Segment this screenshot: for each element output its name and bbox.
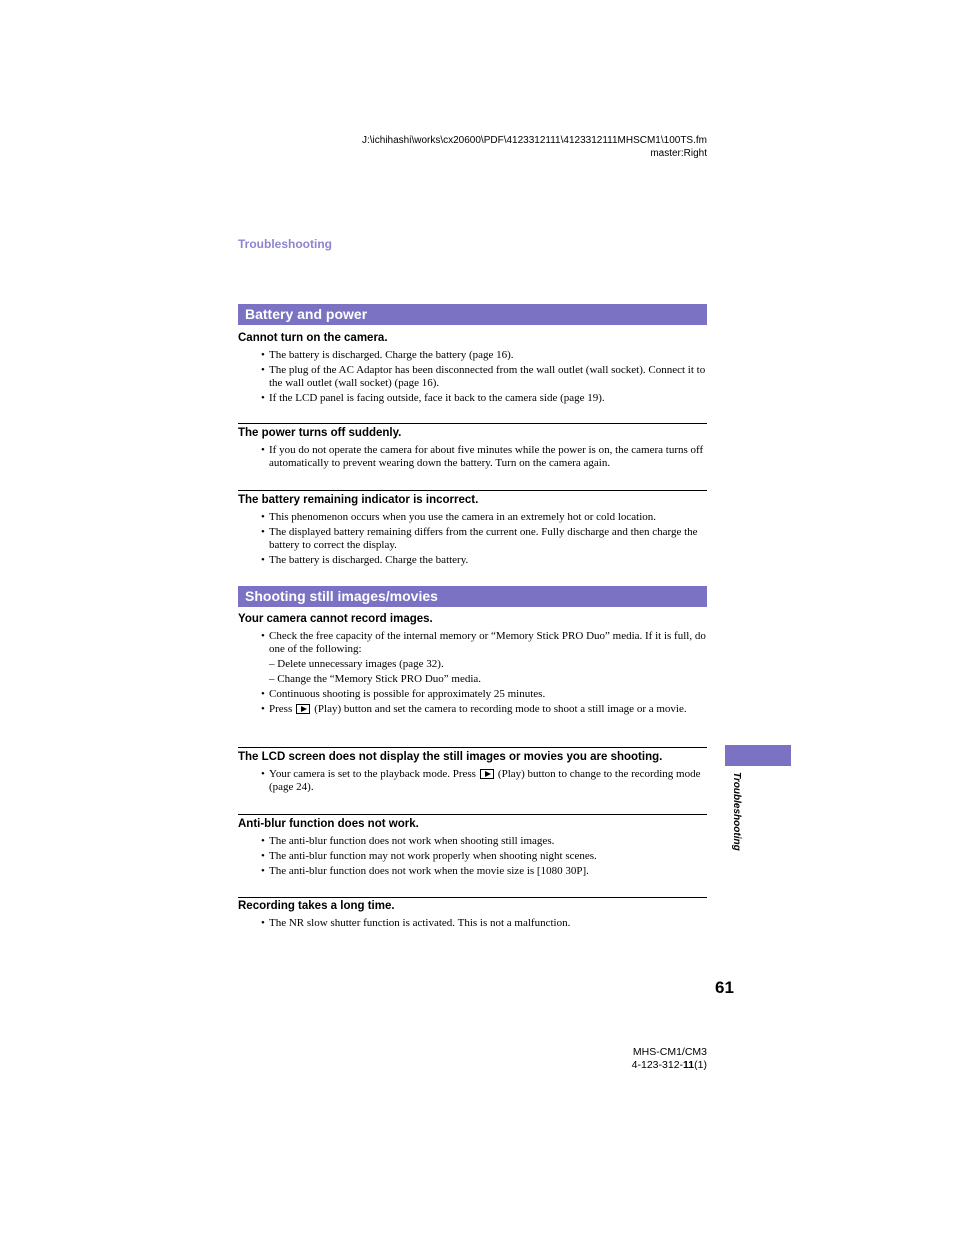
section-band: Battery and power — [238, 304, 707, 325]
page-number: 61 — [715, 978, 734, 997]
list-text: Press — [269, 703, 293, 715]
list-text: (Play) button and set the camera to recording mode to shoot a still image or a movie. — [314, 703, 687, 715]
master-label: master:Right — [650, 148, 707, 159]
list-item: • The NR slow shutter function is activated. This is not a malfunction. — [269, 917, 707, 930]
qa-block — [238, 899, 707, 932]
answer-list — [238, 349, 707, 405]
list-text: Your camera is set to the playback mode. Press — [269, 768, 476, 780]
list-item: • The displayed battery remaining differs from the current one. Fully discharge and then charge the battery to correct the display. — [269, 526, 707, 552]
play-icon — [480, 769, 494, 779]
question-heading: The power turns off suddenly. — [238, 427, 402, 439]
qa-block — [238, 750, 707, 796]
list-item: – Delete unnecessary images (page 32). — [269, 658, 444, 670]
divider — [238, 897, 707, 898]
answer-list — [238, 835, 707, 878]
section-shooting — [238, 586, 707, 718]
question-heading: Recording takes a long time. — [238, 900, 395, 912]
side-tab — [725, 745, 791, 766]
answer-list — [238, 917, 707, 930]
answer-list — [238, 630, 707, 716]
list-item — [269, 703, 707, 716]
qa-block — [238, 426, 707, 472]
question-heading: Your camera cannot record images. — [238, 613, 433, 625]
question-heading: The LCD screen does not display the still images or movies you are shooting. — [238, 751, 663, 763]
model-code-suffix: (1) — [694, 1059, 707, 1071]
divider — [238, 490, 707, 491]
divider — [238, 423, 707, 424]
list-item: • If you do not operate the camera for about five minutes while the power is on, the camera turns off automatically to prevent wearing down the battery. Turn on the camera again. — [269, 444, 707, 470]
list-item — [269, 768, 707, 794]
answer-list — [238, 511, 707, 567]
model-code — [632, 1059, 707, 1072]
list-item: • Check the free capacity of the internal memory or “Memory Stick PRO Duo” media. If it is full, do one of the following: — [269, 630, 707, 656]
question-heading: Cannot turn on the camera. — [238, 332, 388, 344]
list-item: • The plug of the AC Adaptor has been disconnected from the wall outlet (wall socket). Connect it to the wall outlet (wall socket) (page 16). — [269, 364, 707, 390]
list-item: • The battery is discharged. Charge the battery. — [269, 554, 707, 567]
divider — [238, 747, 707, 748]
model-name: MHS-CM1/CM3 — [632, 1046, 707, 1058]
answer-list — [238, 444, 707, 470]
file-path: J:\ichihashi\works\cx20600\PDF\4123312111\4123312111MHSCM1\100TS.fm — [361, 135, 707, 146]
section-band: Shooting still images/movies — [238, 586, 707, 607]
list-item: • This phenomenon occurs when you use the camera in an extremely hot or cold location. — [269, 511, 707, 524]
list-item: • The anti-blur function does not work when shooting still images. — [269, 835, 707, 848]
list-item: • The anti-blur function does not work when the movie size is [1080 30P]. — [269, 865, 707, 878]
model-code-bold: 11 — [683, 1059, 695, 1071]
side-tab-label: Troubleshooting — [731, 772, 742, 851]
qa-block — [238, 817, 707, 880]
list-item: – Change the “Memory Stick PRO Duo” media. — [269, 673, 482, 685]
model-code-prefix: 4-123-312- — [631, 1059, 684, 1071]
qa-block — [238, 493, 707, 569]
list-item: • The anti-blur function may not work properly when shooting night scenes. — [269, 850, 707, 863]
model-info — [632, 1046, 707, 1072]
answer-list — [238, 768, 707, 794]
question-heading: The battery remaining indicator is incorrect. — [238, 494, 479, 506]
divider — [238, 814, 707, 815]
list-item: • The battery is discharged. Charge the battery (page 16). — [269, 349, 707, 362]
section-battery-power — [238, 304, 707, 407]
list-item: • If the LCD panel is facing outside, face it back to the camera side (page 19). — [269, 392, 707, 405]
question-heading: Anti-blur function does not work. — [238, 818, 419, 830]
play-icon — [296, 704, 310, 714]
list-item: • Continuous shooting is possible for approximately 25 minutes. — [269, 688, 707, 701]
file-path-header — [362, 134, 707, 160]
page-title: Troubleshooting — [238, 237, 332, 251]
list-text: (Play) button to change to the recording mode (page 24). — [269, 768, 701, 793]
